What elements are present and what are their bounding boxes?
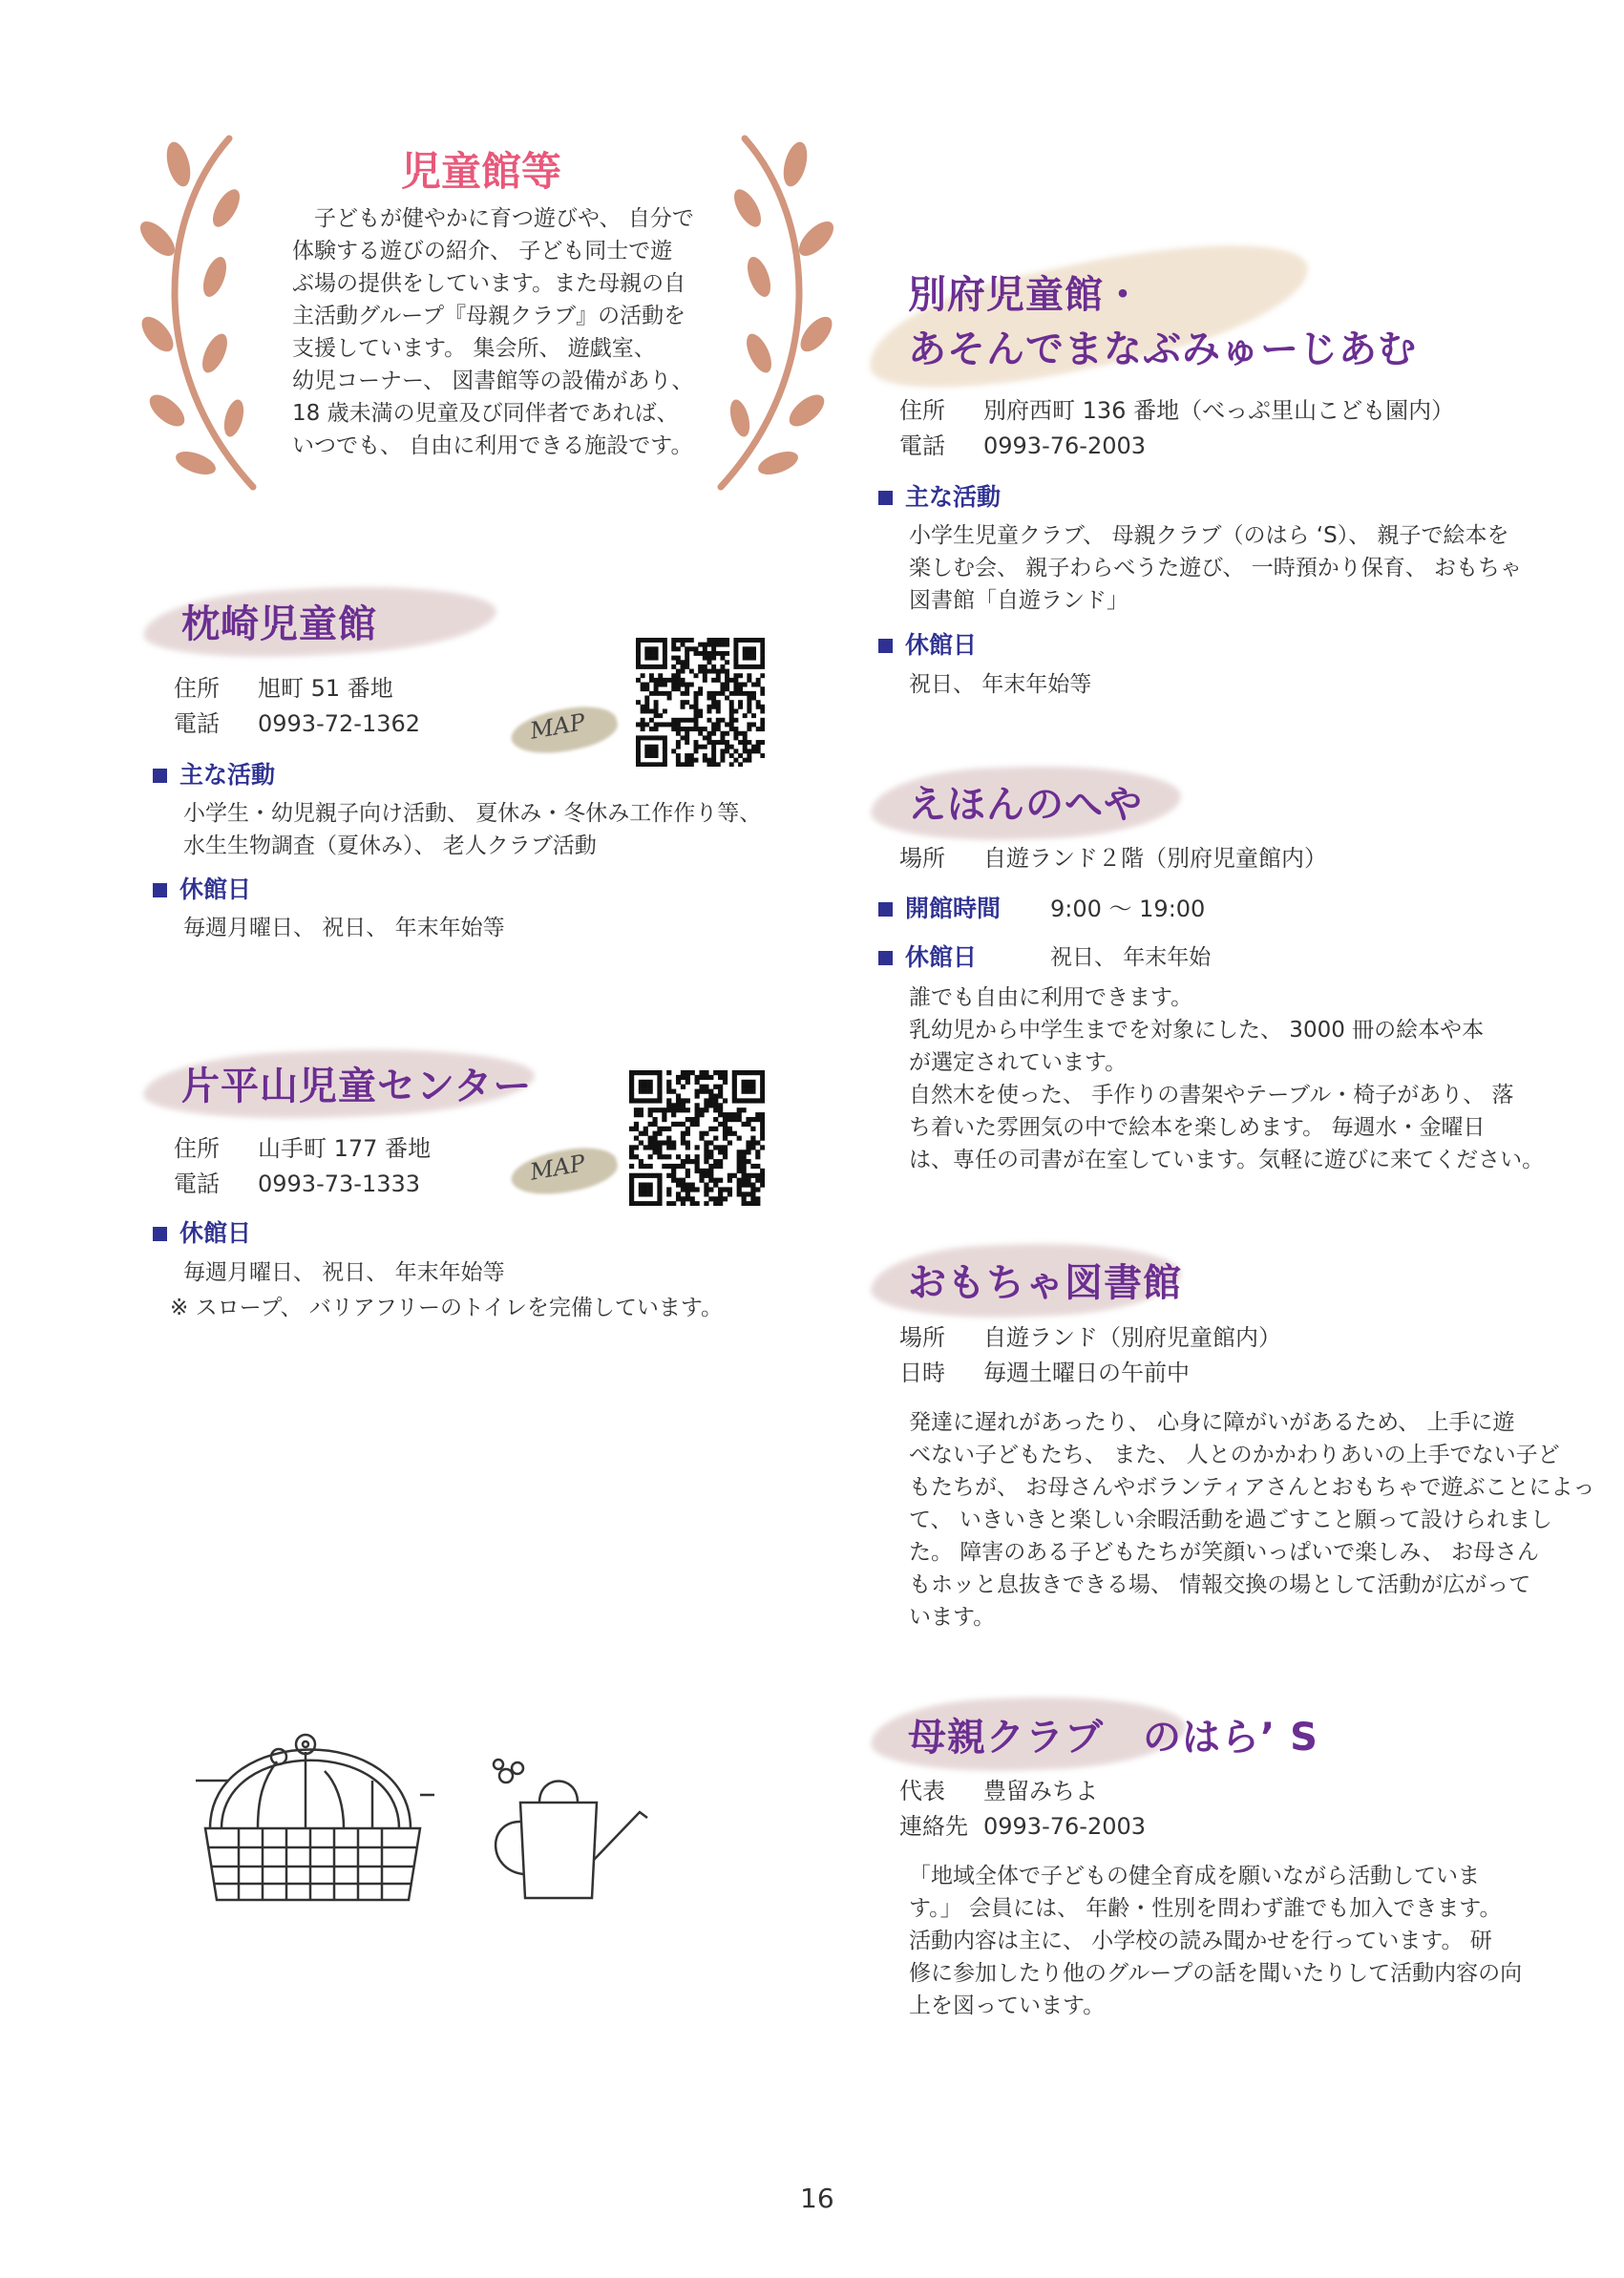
place-label: 場所 bbox=[899, 845, 945, 872]
makurazaki-title: 枕崎児童館 bbox=[181, 602, 377, 646]
text-line: 楽しむ会、 親子わらべうた遊び、 一時預かり保育、 おもちゃ bbox=[909, 556, 1523, 580]
text-line: べない子どもたち、 また、 人とのかかわりあいの上手でない子ど bbox=[909, 1443, 1560, 1467]
text-line: 図書館「自遊ランド」 bbox=[909, 588, 1128, 613]
text-line: 水生生物調査（夏休み）、 老人クラブ活動 bbox=[183, 833, 597, 858]
toy-library-place bbox=[899, 1320, 1281, 1356]
map-label-badge: MAP bbox=[511, 1150, 618, 1192]
beppu-closed-heading: 休館日 bbox=[878, 629, 977, 662]
text-line: ぶ場の提供をしています。また母親の自 bbox=[292, 271, 686, 296]
katahirayama-closed: 毎週月曜日、 祝日、 年末年始等 bbox=[183, 1260, 505, 1285]
intro-text bbox=[292, 202, 694, 462]
text-line: 自然木を使った、 手作りの書架やテーブル・椅子があり、 落 bbox=[909, 1083, 1514, 1107]
mothers-club-title: 母親クラブ のはら’ S bbox=[908, 1716, 1318, 1760]
phone-label: 電話 bbox=[174, 1171, 220, 1197]
katahirayama-note: ※ スロープ、 バリアフリーのトイレを完備しています。 bbox=[170, 1296, 723, 1320]
text-line: います。 bbox=[909, 1605, 996, 1630]
toy-library-time bbox=[899, 1356, 1190, 1391]
text-line: いつでも、 自由に利用できる施設です。 bbox=[292, 433, 693, 458]
bullet-square-icon bbox=[878, 902, 893, 917]
mothers-club-contact bbox=[899, 1809, 1146, 1845]
contact-value: 0993-76-2003 bbox=[983, 1813, 1147, 1840]
address-value: 旭町 51 番地 bbox=[258, 675, 393, 702]
contact-label: 連絡先 bbox=[899, 1813, 968, 1840]
text-line: もホッと息抜きできる場、 情報交換の場として活動が広がって bbox=[909, 1572, 1531, 1597]
map-qr-code[interactable] bbox=[636, 638, 765, 767]
text-line: は、専任の司書が在室しています。気軽に遊びに来てください。 bbox=[909, 1148, 1545, 1172]
mothers-club-description bbox=[909, 1860, 1522, 2022]
text-line: が選定されています。 bbox=[909, 1050, 1128, 1075]
text-line: 小学生・幼児親子向け活動、 夏休み・冬休み工作作り等、 bbox=[183, 801, 762, 826]
text-line: て、 いきいきと楽しい余暇活動を過ごすこと願って設けられまし bbox=[909, 1508, 1552, 1532]
text-line: 子どもが健やかに育つ遊びや、 自分で bbox=[314, 206, 694, 231]
text-line: た。 障害のある子どもたちが笑顔いっぱいで楽しみ、 お母さん bbox=[909, 1540, 1540, 1565]
address-label: 住所 bbox=[899, 397, 945, 424]
closed-value: 祝日、 年末年始 bbox=[1050, 945, 1212, 970]
phone-value: 0993-72-1362 bbox=[258, 710, 421, 737]
text-line: 体験する遊びの紹介、 子ども同士で遊 bbox=[292, 239, 673, 264]
laurel-right-icon bbox=[702, 134, 835, 492]
watering-can-illustration bbox=[477, 1755, 649, 1908]
beppu-title-line1: 別府児童館・ bbox=[908, 273, 1143, 317]
address-label: 住所 bbox=[174, 1135, 220, 1162]
katahirayama-address bbox=[174, 1131, 431, 1167]
text-line: 乳幼児から中学生までを対象にした、 3000 冊の絵本や本 bbox=[909, 1018, 1485, 1043]
map-label-badge: MAP bbox=[511, 709, 618, 751]
place-value: 自遊ランド（別府児童館内） bbox=[983, 1324, 1281, 1351]
makurazaki-address bbox=[174, 671, 393, 707]
makurazaki-phone bbox=[174, 707, 420, 742]
text-line: 発達に遅れがあったり、 心身に障がいがあるため、 上手に遊 bbox=[909, 1410, 1515, 1435]
ehon-place bbox=[899, 841, 1327, 876]
ehon-closed-heading: 休館日 祝日、 年末年始 bbox=[878, 941, 1211, 974]
text-line: 主活動グループ『母親クラブ』の活動を bbox=[292, 304, 686, 328]
hours-value: 9:00 ～ 19:00 bbox=[1050, 896, 1206, 922]
place-value: 自遊ランド２階（別府児童館内） bbox=[983, 845, 1327, 872]
rep-label: 代表 bbox=[899, 1778, 945, 1804]
text-line: 小学生児童クラブ、 母親クラブ（のはら ‘S）、 親子で絵本を bbox=[909, 523, 1509, 548]
bullet-square-icon bbox=[153, 1227, 167, 1241]
makurazaki-closed-heading: 休館日 bbox=[153, 874, 251, 906]
makurazaki-activities bbox=[183, 797, 761, 862]
intro-title: 児童館等 bbox=[401, 148, 562, 195]
bullet-square-icon bbox=[878, 491, 893, 505]
text-line: 修に参加したり他のグループの話を聞いたりして活動内容の向 bbox=[909, 1961, 1523, 1986]
text-line: 活動内容は主に、 小学校の読み聞かせを行っています。 研 bbox=[909, 1929, 1492, 1953]
bullet-square-icon bbox=[153, 883, 167, 897]
katahirayama-phone bbox=[174, 1167, 420, 1202]
beppu-activities-heading: 主な活動 bbox=[878, 481, 1001, 514]
qr-code-icon bbox=[629, 1070, 765, 1206]
katahirayama-closed-heading: 休館日 bbox=[153, 1217, 251, 1250]
address-value: 山手町 177 番地 bbox=[258, 1135, 432, 1162]
text-line: 誰でも自由に利用できます。 bbox=[909, 985, 1193, 1010]
bullet-square-icon bbox=[153, 769, 167, 783]
makurazaki-activities-heading: 主な活動 bbox=[153, 759, 275, 791]
phone-value: 0993-73-1333 bbox=[258, 1171, 421, 1197]
text-line: ち着いた雰囲気の中で絵本を楽しめます。 毎週水・金曜日 bbox=[909, 1115, 1486, 1140]
beppu-phone bbox=[899, 429, 1146, 464]
beppu-closed: 祝日、 年末年始等 bbox=[909, 672, 1092, 697]
address-value: 別府西町 136 番地（べっぷ里山こども園内） bbox=[983, 397, 1455, 424]
page-number: 16 bbox=[800, 2183, 834, 2214]
time-label: 日時 bbox=[899, 1360, 945, 1386]
text-line: 「地域全体で子どもの健全育成を願いながら活動していま bbox=[909, 1864, 1480, 1888]
ehon-description bbox=[909, 981, 1544, 1176]
text-line: もたちが、 お母さんやボランティアさんとおもちゃで遊ぶことによっ bbox=[909, 1475, 1595, 1500]
text-line: 上を図っています。 bbox=[909, 1993, 1106, 2018]
beppu-title-line2: あそんでまなぶみゅーじあむ bbox=[908, 327, 1417, 371]
toy-library-title: おもちゃ図書館 bbox=[908, 1261, 1182, 1305]
text-line: 支援しています。 集会所、 遊戯室、 bbox=[292, 336, 656, 361]
time-value: 毎週土曜日の午前中 bbox=[983, 1360, 1190, 1386]
makurazaki-closed: 毎週月曜日、 祝日、 年末年始等 bbox=[183, 916, 505, 940]
text-line: す。」 会員には、 年齢・性別を問わず誰でも加入できます。 bbox=[909, 1896, 1502, 1921]
laurel-left-icon bbox=[138, 134, 272, 492]
toy-library-description bbox=[909, 1406, 1594, 1634]
map-qr-code[interactable] bbox=[629, 1070, 765, 1206]
mothers-club-rep bbox=[899, 1774, 1098, 1809]
rep-value: 豊留みちよ bbox=[983, 1778, 1098, 1804]
bullet-square-icon bbox=[878, 639, 893, 653]
phone-label: 電話 bbox=[899, 432, 945, 459]
place-label: 場所 bbox=[899, 1324, 945, 1351]
text-line: 18 歳未満の児童及び同伴者であれば、 bbox=[292, 401, 679, 426]
flower-basket-illustration bbox=[191, 1704, 434, 1905]
address-label: 住所 bbox=[174, 675, 220, 702]
phone-label: 電話 bbox=[174, 710, 220, 737]
ehon-hours-heading: 開館時間 9:00 ～ 19:00 bbox=[878, 893, 1205, 925]
ehon-title: えほんのへや bbox=[908, 783, 1143, 827]
katahirayama-title: 片平山児童センター bbox=[181, 1065, 533, 1108]
beppu-address bbox=[899, 393, 1454, 429]
text-line: 幼児コーナー、 図書館等の設備があり、 bbox=[292, 369, 694, 393]
bullet-square-icon bbox=[878, 951, 893, 965]
beppu-activities bbox=[909, 519, 1522, 617]
phone-value: 0993-76-2003 bbox=[983, 432, 1147, 459]
qr-code-icon bbox=[636, 638, 765, 767]
